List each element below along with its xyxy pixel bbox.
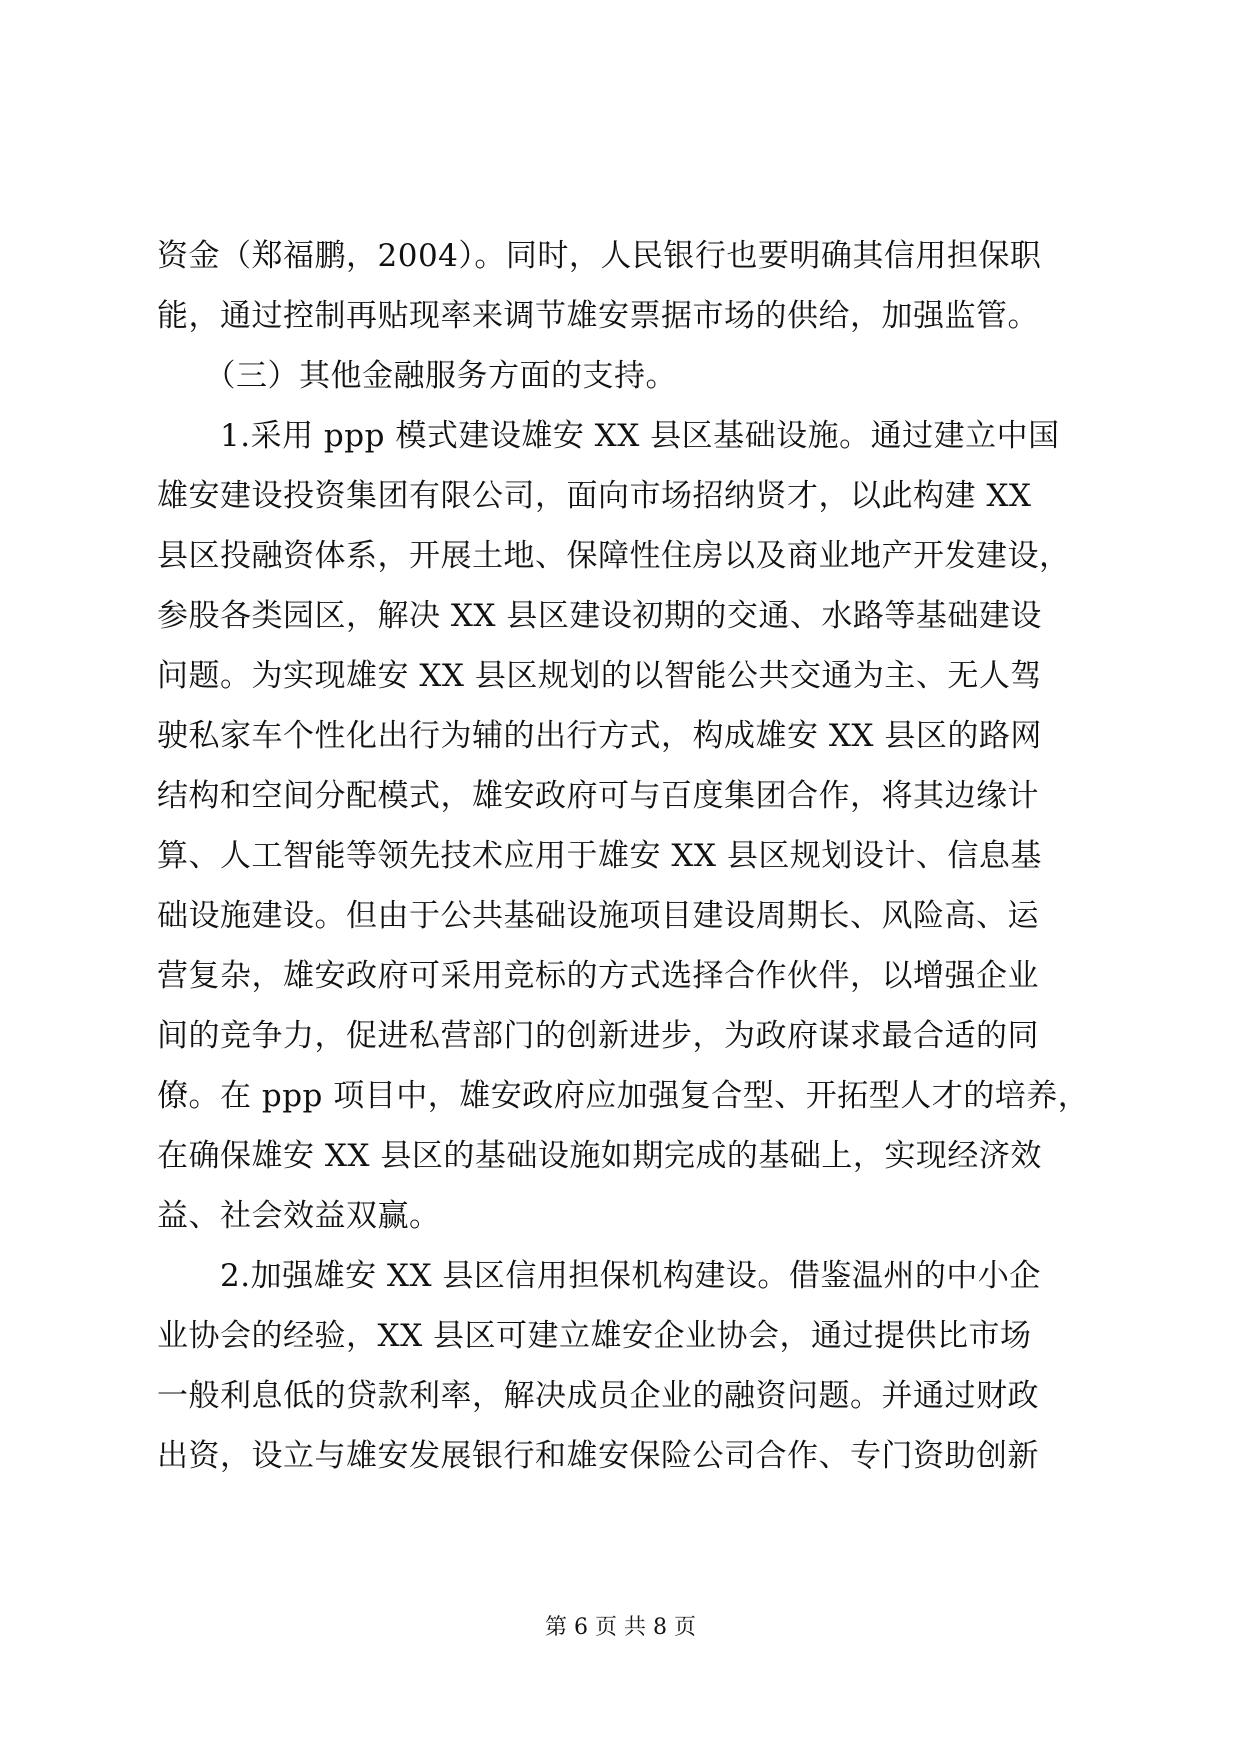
text-line: 营复杂，雄安政府可采用竞标的方式选择合作伙伴，以增强企业 xyxy=(157,958,1039,994)
page-number-footer: 第 6 页 共 8 页 xyxy=(545,1615,696,1640)
text-line: 算、人工智能等领先技术应用于雄安 XX 县区规划设计、信息基 xyxy=(157,838,1042,874)
text-line: 雄安建设投资集团有限公司，面向市场招纳贤才，以此构建 XX xyxy=(157,478,1032,514)
text-line: 问题。为实现雄安 XX 县区规划的以智能公共交通为主、无人驾 xyxy=(157,658,1042,694)
text-line: 2.加强雄安 XX 县区信用担保机构建设。借鉴温州的中小企 xyxy=(157,1258,1041,1294)
text-line: 能，通过控制再贴现率来调节雄安票据市场的供给，加强监管。 xyxy=(157,298,1039,334)
text-line: 驶私家车个性化出行为辅的出行方式，构成雄安 XX 县区的路网 xyxy=(157,718,1042,754)
text-line: 间的竞争力，促进私营部门的创新进步，为政府谋求最合适的同 xyxy=(157,1018,1039,1054)
text-line: 业协会的经验，XX 县区可建立雄安企业协会，通过提供比市场 xyxy=(157,1318,1032,1354)
text-line: 资金（郑福鹏，2004）。同时，人民银行也要明确其信用担保职 xyxy=(157,238,1042,274)
text-line: 参股各类园区，解决 XX 县区建设初期的交通、水路等基础建设 xyxy=(157,598,1042,634)
text-line: 益、社会效益双赢。 xyxy=(157,1198,441,1234)
text-line: （三）其他金融服务方面的支持。 xyxy=(157,358,677,394)
text-line: 在确保雄安 XX 县区的基础设施如期完成的基础上，实现经济效 xyxy=(157,1138,1042,1174)
text-line: 县区投融资体系，开展土地、保障性住房以及商业地产开发建设， xyxy=(157,538,1071,574)
text-line: 一般利息低的贷款利率，解决成员企业的融资问题。并通过财政 xyxy=(157,1378,1039,1414)
text-line: 僚。在 ppp 项目中，雄安政府应加强复合型、开拓型人才的培养， xyxy=(157,1078,1090,1114)
text-line: 结构和空间分配模式，雄安政府可与百度集团合作，将其边缘计 xyxy=(157,778,1039,814)
text-line: 出资，设立与雄安发展银行和雄安保险公司合作、专门资助创新 xyxy=(157,1438,1039,1474)
text-line: 础设施建设。但由于公共基础设施项目建设周期长、风险高、运 xyxy=(157,898,1039,934)
text-line: 1.采用 ppp 模式建设雄安 XX 县区基础设施。通过建立中国 xyxy=(157,418,1060,454)
